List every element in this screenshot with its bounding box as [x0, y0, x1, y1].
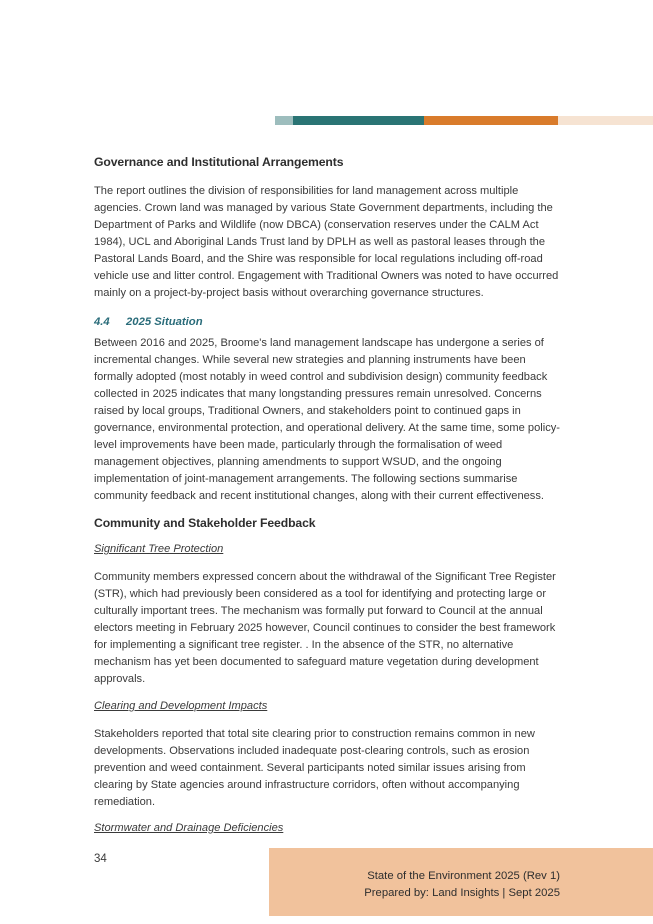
section-title: 2025 Situation: [126, 316, 203, 328]
footer-prepared-by: Prepared by: Land Insights | Sept 2025: [364, 887, 560, 899]
footer-text: [364, 868, 560, 902]
page-content: [94, 153, 564, 848]
subheading-stormwater: Stormwater and Drainage Deficiencies: [94, 822, 284, 834]
accent-bar-segment-teal: [293, 116, 424, 125]
accent-bar-segment-orange: [424, 116, 558, 125]
accent-bar-segment-light-teal: [275, 116, 293, 125]
subheading-significant-tree: Significant Tree Protection: [94, 543, 224, 555]
header-accent-bar: [275, 116, 653, 125]
heading-governance: Governance and Institutional Arrangements: [94, 155, 344, 169]
section-heading-4-4: [94, 314, 564, 331]
page-number: 34: [94, 853, 107, 865]
footer-report-title: State of the Environment 2025 (Rev 1): [367, 870, 560, 882]
heading-community-feedback: Community and Stakeholder Feedback: [94, 516, 316, 530]
paragraph-2025-situation: Between 2016 and 2025, Broome's land management landscape has undergone a series of incremental changes. While several new strategies and planning instruments have been formally adopted (most notably in weed control and subdivision design) community feedback collected in 2025 indicates that many longstanding pressures remain unresolved. Concerns raised by local groups, Traditional Owners, and stakeholders point to continued gaps in governance, environmental protection, and operational delivery. At the same time, some policy-level improvements have been made, particularly through the formalisation of weed management objectives, planning amendments to support WSUD, and the ongoing implementation of joint-management arrangements. The following sections summarise community feedback and recent institutional changes, along with their current effectiveness.: [94, 337, 560, 502]
accent-bar-segment-cream: [558, 116, 653, 125]
subheading-clearing: Clearing and Development Impacts: [94, 700, 268, 712]
paragraph-governance: The report outlines the division of responsibilities for land management across multiple agencies. Crown land was managed by various State Government departments, including the Department of Parks and Wildlife (now DBCA) (conservation reserves under the CALM Act 1984), UCL and Aboriginal Lands Trust land by DPLH as well as pastoral leases through the Pastoral Lands Board, and the Shire was responsible for local regulations including off-road vehicle use and litter control. Engagement with Traditional Owners was noted to have occurred mainly on a project-by-project basis without overarching governance structures.: [94, 185, 559, 299]
section-number: 4.4: [94, 316, 110, 328]
paragraph-clearing: Stakeholders reported that total site clearing prior to construction remains common in new developments. Observations included inadequate post-clearing controls, such as erosion prevention and weed containment. Several participants noted similar issues arising from clearing by State agencies around infrastructure corridors, often without accompanying remediation.: [94, 728, 535, 808]
paragraph-significant-tree: Community members expressed concern about the withdrawal of the Significant Tree Register (STR), which had previously been considered as a tool for identifying and protecting large or culturally important trees. The mechanism was formally put forward to Council at the annual electors meeting in February 2025 however, Council continues to consider the best framework for implementing a significant tree register. . In the absence of the STR, no alternative mechanism has yet been documented to safeguard mature vegetation during development approvals.: [94, 571, 556, 685]
footer-box: [269, 848, 653, 916]
